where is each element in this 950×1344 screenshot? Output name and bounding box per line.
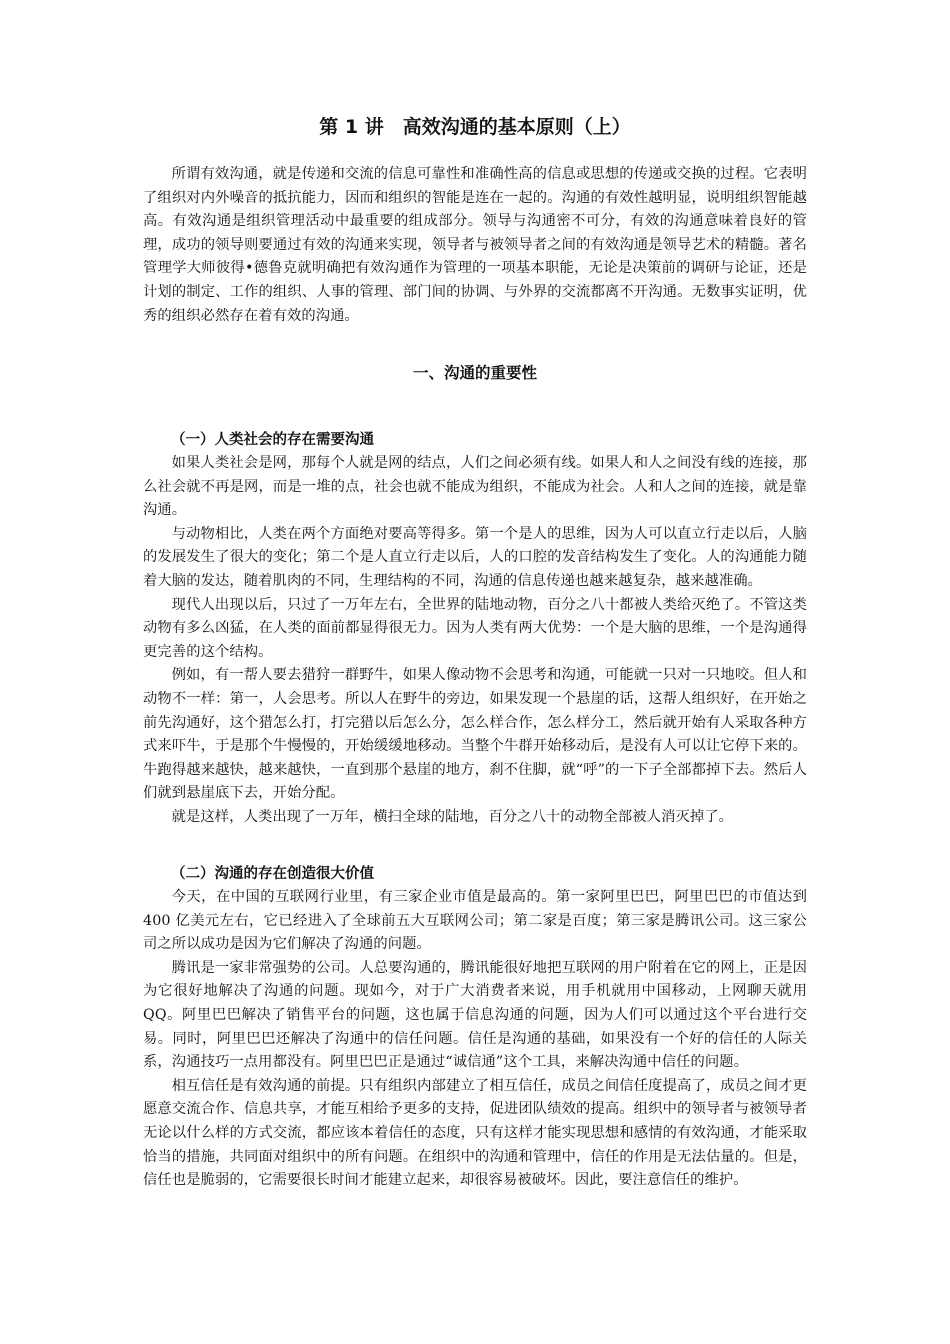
paragraph: 今天，在中国的互联网行业里，有三家企业市值是最高的。第一家阿里巴巴，阿里巴巴的市值达到 400 亿美元左右，它已经进入了全球前五大互联网公司；第二家是百度；第三家是腾讯公司。这三家公司之所以成功是因为它们解决了沟通的问题。 [143,889,807,953]
paragraph: 例如，有一帮人要去猎狩一群野牛，如果人像动物不会思考和沟通，可能就一只对一只地咬。但人和动物不一样：第一，人会思考。所以人在野牛的旁边，如果发现一个悬崖的话，这帮人组织好，在开始之前先沟通好，这个猎怎么打，打完猎以后怎么分，怎么样合作，怎么样分工，然后就开始有人采取各种方式来吓牛，于是那个牛慢慢的，开始缓缓地移动。当整个牛群开始移动后，是没有人可以让它停下来的。牛跑得越来越快，越来越快，一直到那个悬崖的地方，刹不住脚，就“呼”的一下子全部都掉下去。然后人们就到悬崖底下去，开始分配。 [143,667,807,802]
subsection-1-body [143,452,807,830]
section-heading-importance: 一、沟通的重要性 [412,364,537,382]
paragraph: 就是这样，人类出现了一万年，横扫全球的陆地，百分之八十的动物全部被人消灭掉了。 [171,808,734,825]
paragraph: 如果人类社会是网，那每个人就是网的结点，人们之间必须有线。如果人和人之间没有线的连接，那么社会就不再是网，而是一堆的点，社会也就不能成为组织，不能成为社会。人和人之间的连接，就是靠沟通。 [143,455,807,519]
paragraph: 与动物相比，人类在两个方面绝对要高等得多。第一个是人的思维，因为人可以直立行走以后，人脑的发展发生了很大的变化；第二个是人直立行走以后，人的口腔的发音结构发生了变化。人的沟通能力随着大脑的发达，随着肌肉的不同，生理结构的不同，沟通的信息传递也越来越复杂，越来越准确。 [143,525,807,589]
subsection-heading-2: （二）沟通的存在创造很大价值 [171,866,374,882]
paragraph: 现代人出现以后，只过了一万年左右，全世界的陆地动物，百分之八十都被人类给灭绝了。不管这类动物有多么凶猛，在人类的面前都显得很无力。因为人类有两大优势：一个是大脑的思维，一个是沟通得更完善的这个结构。 [143,596,807,660]
paragraph: 腾讯是一家非常强势的公司。人总要沟通的，腾讯能很好地把互联网的用户附着在它的网上，正是因为它很好地解决了沟通的问题。现如今，对于广大消费者来说，用手机就用中国移动，上网聊天就用 QQ。阿里巴巴解决了销售平台的问题，这也属于信息沟通的问题，因为人们可以通过这个平台进行交易。同时，阿里巴巴还解决了沟通中的信任问题。信任是沟通的基础，如果没有一个好的信任的人际关系，沟通技巧一点用都没有。阿里巴巴正是通过“诚信通”这个工具，来解决沟通中信任的问题。 [143,959,807,1071]
subsection-heading-1: （一）人类社会的存在需要沟通 [171,432,374,448]
intro-paragraph: 所谓有效沟通，就是传递和交流的信息可靠性和准确性高的信息或思想的传递或交换的过程。它表明了组织对内外噪音的抵抗能力，因而和组织的智能是连在一起的。沟通的有效性越明显，说明组织智能越高。有效沟通是组织管理活动中最重要的组成部分。领导与沟通密不可分，有效的沟通意味着良好的管理，成功的领导则要通过有效的沟通来实现，领导者与被领导者之间的有效沟通是领导艺术的精髓。著名管理学大师彼得•德鲁克就明确把有效沟通作为管理的一项基本职能，无论是决策前的调研与论证，还是计划的制定、工作的组织、人事的管理、部门间的协调、与外界的交流都离不开沟通。无数事实证明，优秀的组织必然存在着有效的沟通。 [143,166,807,324]
intro-block [143,163,807,328]
paragraph: 相互信任是有效沟通的前提。只有组织内部建立了相互信任，成员之间信任度提高了，成员之间才更愿意交流合作、信息共享，才能互相给予更多的支持，促进团队绩效的提高。组织中的领导者与被领导者无论以什么样的方式交流，都应该本着信任的态度，只有这样才能实现思想和感情的有效沟通，才能采取恰当的措施，共同面对组织中的所有问题。在组织中的沟通和管理中，信任的作用是无法估量的。但是，信任也是脆弱的，它需要很长时间才能建立起来，却很容易被破坏。因此，要注意信任的维护。 [143,1077,807,1189]
document-page [143,0,807,1344]
lecture-title: 第 1 讲 高效沟通的基本原则（上） [319,116,631,138]
subsection-2-body [143,886,807,1193]
